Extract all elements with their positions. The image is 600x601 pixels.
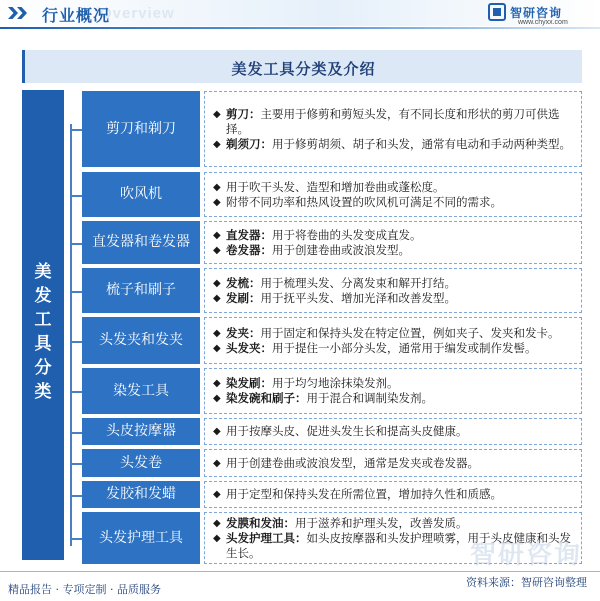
bullet-diamond-icon: ◆: [213, 378, 221, 389]
bullet-diamond-icon: ◆: [213, 342, 221, 354]
category-row: [82, 368, 582, 414]
category-label: 剪刀和剃刀: [82, 91, 200, 167]
brace-connector: [70, 124, 72, 546]
category-row: [82, 449, 582, 477]
category-description: [204, 221, 582, 264]
category-label: 发胶和发蜡: [82, 481, 200, 508]
description-item: [213, 487, 575, 502]
bullet-diamond-icon: ◆: [213, 138, 221, 150]
header-watermark: Overview: [100, 5, 175, 22]
item-keyword: 发夹：: [226, 325, 261, 340]
brace-tick: [70, 391, 82, 393]
footer-tagline: 精品报告 · 专项定制 · 品质服务: [8, 583, 161, 596]
bullet-diamond-icon: ◆: [213, 244, 221, 256]
bullet-diamond-icon: ◆: [213, 196, 221, 208]
category-row: [82, 317, 582, 364]
bullet-diamond-icon: ◆: [213, 426, 221, 437]
category-description: [204, 481, 582, 508]
category-row: [82, 172, 582, 217]
description-item: [213, 516, 575, 531]
category-description: [204, 317, 582, 364]
brand-logo: [488, 3, 594, 27]
side-label-char: 分: [34, 358, 52, 378]
item-text: 用于定型和保持头发在所需位置，增加持久性和质感。: [226, 487, 502, 501]
item-text: 用于梳理头发、分离发束和解开打结。: [260, 275, 456, 290]
bullet-diamond-icon: ◆: [213, 292, 221, 304]
brand-logo-icon: [488, 3, 506, 21]
header: [0, 0, 600, 30]
category-description: [204, 418, 582, 445]
item-text: 如头皮按摩器和头发护理喷雾，用于头皮健康和头发生长。: [226, 530, 571, 560]
item-text: 用于将卷曲的头发变成直发。: [272, 227, 422, 242]
item-text: 用于均匀地涂抹染发剂。: [272, 376, 399, 390]
category-row: [82, 268, 582, 313]
item-keyword: 染发刷：: [226, 376, 272, 390]
item-text: 用于固定和保持头发在特定位置，例如夹子、发夹和发卡。: [260, 325, 560, 340]
brace-tick: [70, 195, 82, 197]
category-row: [82, 418, 582, 445]
description-item: [213, 341, 575, 356]
item-text: 用于抚平头发、增加光泽和改善发型。: [260, 290, 456, 305]
category-description: [204, 172, 582, 217]
page-title: 美发工具分类及介绍: [231, 60, 376, 78]
item-keyword: 卷发器：: [226, 242, 272, 257]
category-label: 头皮按摩器: [82, 418, 200, 445]
side-label-char: 具: [34, 334, 52, 354]
footer: [0, 571, 600, 601]
bullet-diamond-icon: ◆: [213, 457, 221, 469]
bullet-diamond-icon: ◆: [213, 181, 221, 193]
category-label: 头发卷: [82, 449, 200, 477]
item-keyword: 染发碗和刷子：: [226, 391, 307, 405]
bullet-diamond-icon: ◆: [213, 489, 221, 500]
item-keyword: 发梳：: [226, 275, 261, 290]
category-description: [204, 91, 582, 167]
item-text: 用于混合和调制染发剂。: [306, 391, 433, 405]
category-label: 头发护理工具: [82, 512, 200, 564]
bullet-diamond-icon: ◆: [213, 229, 221, 241]
category-description: [204, 368, 582, 414]
description-item: [213, 228, 575, 243]
item-text: 用于提住一小部分头发，通常用于编发或制作发髻。: [272, 340, 537, 355]
side-label-text: [22, 260, 64, 404]
description-item: [213, 243, 575, 258]
side-label-char: 工: [34, 310, 52, 330]
category-label: 梳子和刷子: [82, 268, 200, 313]
brand-url: www.chyxx.com: [518, 19, 568, 26]
side-label-char: 美: [34, 262, 52, 282]
description-item: [213, 180, 575, 195]
side-label: [22, 90, 64, 560]
footer-source: 资料来源：智研咨询整理: [466, 576, 587, 589]
footer-divider: [0, 571, 600, 572]
description-item: [213, 326, 575, 341]
item-keyword: 直发器：: [226, 227, 272, 242]
title-banner: [22, 50, 582, 83]
description-item: [213, 456, 575, 471]
description-item: [213, 291, 575, 306]
brace-tick: [70, 291, 82, 293]
item-text: 用于滋养和护理头发，改善发质。: [295, 515, 468, 530]
category-label: 直发器和卷发器: [82, 221, 200, 264]
description-item: [213, 376, 575, 391]
item-keyword: 发刷：: [226, 290, 261, 305]
item-text: 用于创建卷曲或波浪发型，通常是发夹或卷发器。: [226, 455, 479, 470]
bullet-diamond-icon: ◆: [213, 277, 221, 289]
item-text: 附带不同功率和热风设置的吹风机可满足不同的需求。: [226, 194, 502, 209]
brace-tick: [70, 129, 82, 131]
description-item: [213, 137, 575, 152]
category-description: [204, 449, 582, 477]
brace-tick: [70, 243, 82, 245]
description-item: [213, 391, 575, 406]
brand-name: 智研咨询: [510, 6, 563, 20]
brace-tick: [70, 341, 82, 343]
category-row: [82, 221, 582, 264]
description-item: [213, 276, 575, 291]
item-keyword: 剃须刀：: [226, 136, 272, 151]
item-text: 主要用于修剪和剪短头发，有不同长度和形状的剪刀可供选择。: [226, 106, 560, 136]
header-underline: [0, 27, 600, 29]
description-item: [213, 195, 575, 210]
item-text: 用于吹干头发、造型和增加卷曲或蓬松度。: [226, 179, 445, 194]
brace-tick: [70, 463, 82, 465]
item-text: 用于创建卷曲或波浪发型。: [272, 242, 410, 257]
category-label: 染发工具: [82, 368, 200, 414]
bullet-diamond-icon: ◆: [213, 393, 221, 404]
item-keyword: 头发护理工具：: [226, 530, 307, 545]
watermark: 智研咨询: [470, 540, 583, 570]
item-keyword: 头发夹：: [226, 340, 272, 355]
category-description: [204, 268, 582, 313]
header-chevron-icon: [8, 7, 38, 19]
bullet-diamond-icon: ◆: [213, 108, 221, 120]
bullet-diamond-icon: ◆: [213, 327, 221, 339]
side-label-char: 类: [34, 382, 52, 402]
side-label-char: 发: [34, 286, 52, 306]
section-title: 行业概况: [42, 6, 111, 25]
description-item: [213, 107, 575, 137]
category-label: 吹风机: [82, 172, 200, 217]
brace-tick: [70, 432, 82, 434]
description-item: [213, 424, 575, 439]
bullet-diamond-icon: ◆: [213, 532, 221, 544]
item-text: 用于修剪胡须、胡子和头发，通常有电动和手动两种类型。: [272, 136, 571, 151]
item-text: 用于按摩头皮、促进头发生长和提高头皮健康。: [226, 424, 468, 438]
category-row: [82, 91, 582, 167]
item-keyword: 发膜和发油：: [226, 515, 295, 530]
category-row: [82, 481, 582, 508]
item-keyword: 剪刀：: [226, 106, 261, 121]
category-label: 头发夹和发夹: [82, 317, 200, 364]
bullet-diamond-icon: ◆: [213, 517, 221, 529]
brace-tick: [70, 495, 82, 497]
brace-tick: [70, 538, 82, 540]
